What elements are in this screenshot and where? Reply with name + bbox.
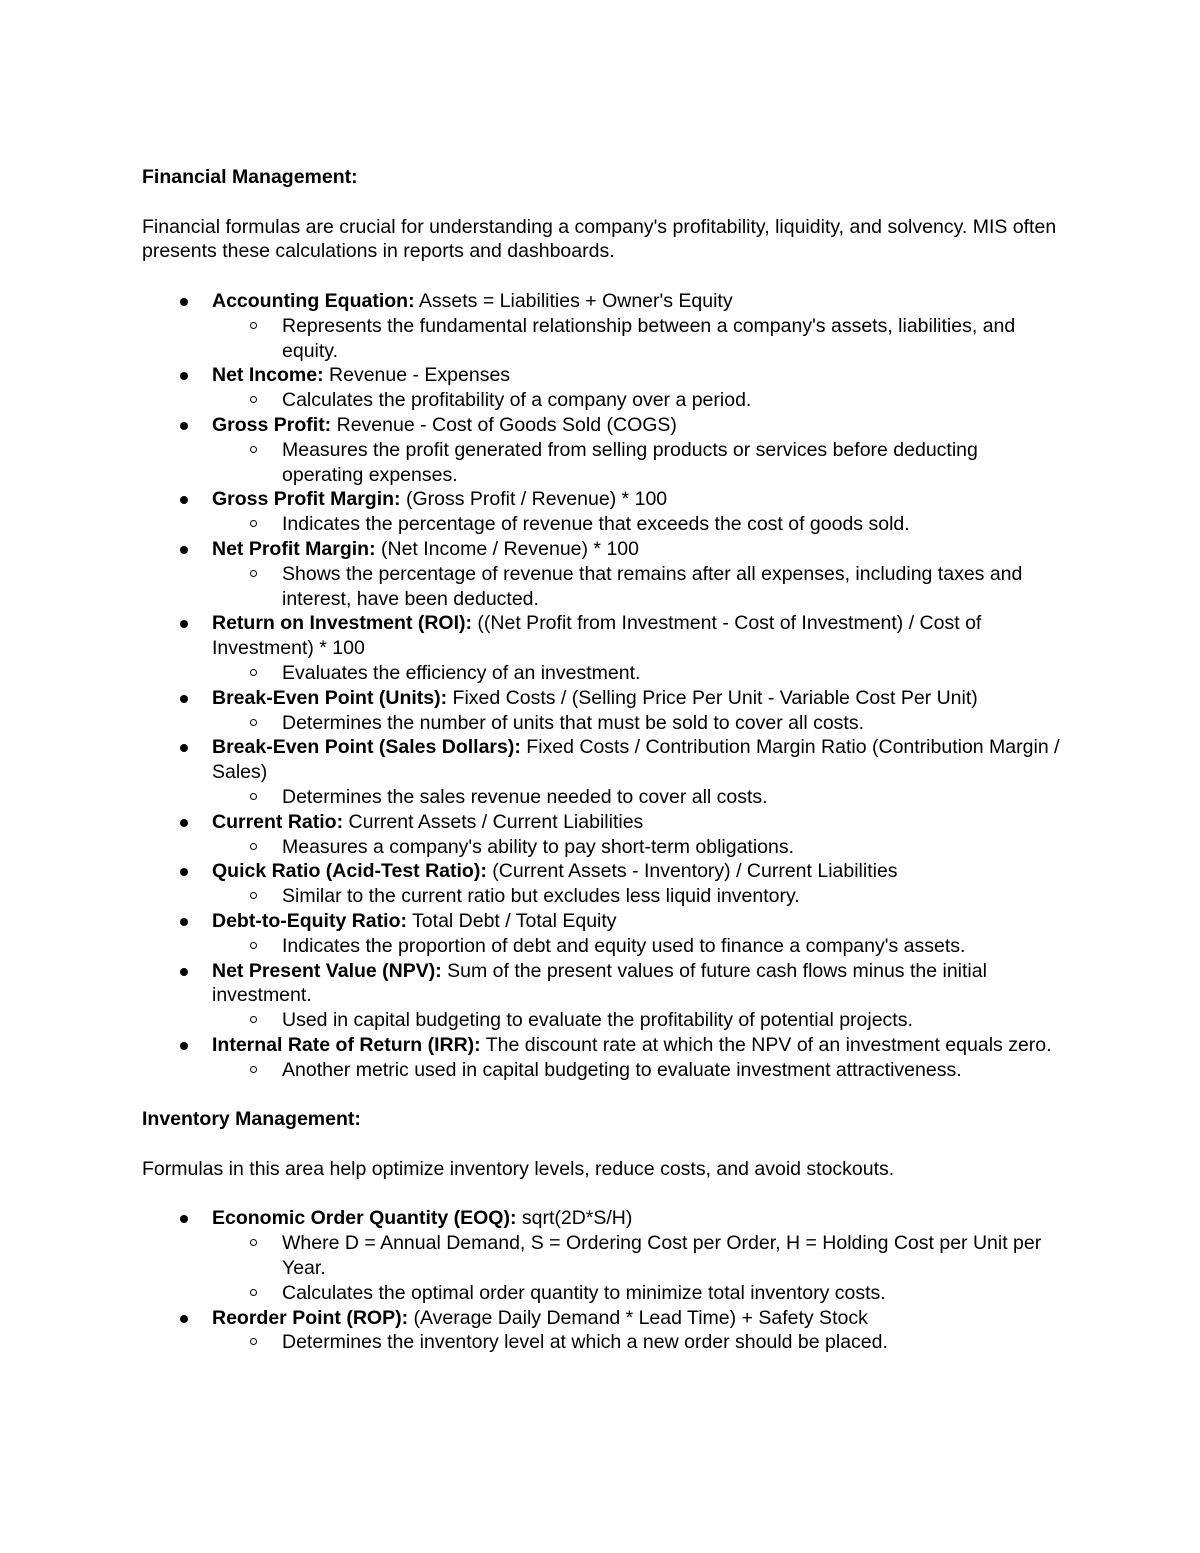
formula-term: Accounting Equation: [212,289,415,312]
circle-bullet-icon [250,892,257,899]
sub-list [212,314,1062,364]
formula-text: Revenue - Expenses [323,364,511,387]
bullet-icon [180,620,188,628]
circle-bullet-icon [250,1239,257,1246]
formula-term: Gross Profit: [212,413,332,436]
circle-bullet-icon [250,1016,257,1023]
sub-list [212,512,1062,537]
sub-list [212,1330,1062,1355]
circle-bullet-icon [250,719,257,726]
sub-list-item [212,711,1062,736]
list-item [142,611,1062,685]
sub-list [212,835,1062,860]
formula-text: Total Debt / Total Equity [406,909,617,932]
bullet-icon [180,819,188,827]
formula-text: ((Net Profit from Investment - Cost of Investment) / Cost of Investment) * 100 [212,612,982,660]
sub-list [212,785,1062,810]
circle-bullet-icon [250,322,257,329]
circle-bullet-icon [250,520,257,527]
sub-list-item [212,785,1062,810]
list-item [142,537,1062,611]
sub-item-text: Measures a company's ability to pay short-term obligations. [282,835,795,858]
sub-item-text: Evaluates the efficiency of an investment. [282,661,641,684]
sub-item-text: Calculates the optimal order quantity to minimize total inventory costs. [282,1281,886,1304]
sub-list [212,884,1062,909]
circle-bullet-icon [250,793,257,800]
sub-list [212,562,1062,612]
bullet-icon [180,496,188,504]
list-item [142,487,1062,537]
sub-list-item [212,562,1062,612]
formula-term: Gross Profit Margin: [212,488,401,511]
circle-bullet-icon [250,396,257,403]
sub-item-text: Similar to the current ratio but excludes less liquid inventory. [282,885,800,908]
sub-list-item [212,1330,1062,1355]
formula-text: Revenue - Cost of Goods Sold (COGS) [331,413,677,436]
sub-item-text: Indicates the proportion of debt and equity used to finance a company's assets. [282,934,966,957]
sub-list [212,1231,1062,1305]
circle-bullet-icon [250,1066,257,1073]
formula-term: Break-Even Point (Units): [212,686,448,709]
list-item [142,289,1062,363]
sub-list-item [212,661,1062,686]
formula-term: Quick Ratio (Acid-Test Ratio): [212,860,487,883]
formula-term: Net Profit Margin: [212,537,376,560]
formula-text: (Average Daily Demand * Lead Time) + Safety Stock [408,1306,868,1329]
formula-text: Fixed Costs / Contribution Margin Ratio (Contribution Margin / Sales) [212,736,1060,784]
sub-list [212,711,1062,736]
circle-bullet-icon [250,446,257,453]
bullet-icon [180,695,188,703]
sub-list-item [212,1058,1062,1083]
list-item [142,413,1062,487]
sub-list [212,1058,1062,1083]
section-heading: Financial Management: [142,166,358,188]
circle-bullet-icon [250,1289,257,1296]
sub-list-item [212,835,1062,860]
formula-term: Break-Even Point (Sales Dollars): [212,736,521,759]
bullet-icon [180,422,188,430]
bullet-icon [180,1215,188,1223]
circle-bullet-icon [250,843,257,850]
list-item [142,810,1062,860]
formula-term: Economic Order Quantity (EOQ): [212,1207,517,1230]
list-item [142,859,1062,909]
sub-item-text: Used in capital budgeting to evaluate the profitability of potential projects. [282,1009,913,1032]
list-item [142,1033,1062,1083]
formula-text: (Net Income / Revenue) * 100 [375,537,639,560]
formula-term: Net Income: [212,364,324,387]
formula-list [142,289,1062,1083]
formula-term: Current Ratio: [212,810,344,833]
sub-item-text: Shows the percentage of revenue that remains after all expenses, including taxes and interest, have been deducted. [282,562,1023,610]
list-item [142,686,1062,736]
formula-text: Fixed Costs / (Selling Price Per Unit - Variable Cost Per Unit) [447,686,978,709]
circle-bullet-icon [250,1338,257,1345]
sub-list-item [212,1281,1062,1306]
sub-item-text: Where D = Annual Demand, S = Ordering Cost per Order, H = Holding Cost per Unit per Year. [282,1232,1042,1280]
sub-list [212,661,1062,686]
circle-bullet-icon [250,942,257,949]
bullet-icon [180,918,188,926]
formula-term: Return on Investment (ROI): [212,612,473,635]
sub-list-item [212,1231,1062,1281]
sub-item-text: Calculates the profitability of a company over a period. [282,389,752,412]
document-page [142,165,1062,1355]
circle-bullet-icon [250,669,257,676]
bullet-icon [180,744,188,752]
section-intro: Formulas in this area help optimize inventory levels, reduce costs, and avoid stockouts. [142,1157,895,1180]
bullet-icon [180,372,188,380]
formula-list [142,1206,1062,1355]
formula-text: (Gross Profit / Revenue) * 100 [400,488,668,511]
formula-text: sqrt(2D*S/H) [516,1207,633,1230]
sub-list-item [212,884,1062,909]
sub-item-text: Determines the inventory level at which a new order should be placed. [282,1331,888,1354]
sub-list-item [212,438,1062,488]
formula-term: Debt-to-Equity Ratio: [212,909,407,932]
sub-item-text: Another metric used in capital budgeting to evaluate investment attractiveness. [282,1058,962,1081]
sub-item-text: Determines the number of units that must be sold to cover all costs. [282,711,865,734]
sub-list [212,388,1062,413]
list-item [142,735,1062,809]
sub-list [212,934,1062,959]
formula-text: (Current Assets - Inventory) / Current Liabilities [486,860,898,883]
bullet-icon [180,1315,188,1323]
sub-list [212,438,1062,488]
sub-item-text: Determines the sales revenue needed to cover all costs. [282,785,768,808]
sub-list-item [212,314,1062,364]
section-intro: Financial formulas are crucial for understanding a company's profitability, liquidity, and solvency. MIS often presents these calculations in reports and dashboards. [142,215,1057,263]
bullet-icon [180,298,188,306]
section-heading: Inventory Management: [142,1108,361,1131]
list-item [142,1206,1062,1305]
bullet-icon [180,868,188,876]
formula-text: The discount rate at which the NPV of an investment equals zero. [480,1033,1052,1056]
section-spacer [142,1082,1062,1107]
bullet-icon [180,1042,188,1050]
bullet-icon [180,968,188,976]
sub-list-item [212,1008,1062,1033]
circle-bullet-icon [250,570,257,577]
sub-list [212,1008,1062,1033]
formula-text: Sum of the present values of future cash flows minus the initial investment. [212,959,987,1007]
formula-text: Assets = Liabilities + Owner's Equity [414,289,733,312]
sub-item-text: Indicates the percentage of revenue that exceeds the cost of goods sold. [282,513,910,536]
list-item [142,909,1062,959]
formula-term: Net Present Value (NPV): [212,959,442,982]
financial-management-section [142,165,1062,1082]
formula-term: Internal Rate of Return (IRR): [212,1033,481,1056]
list-item [142,1306,1062,1356]
formula-term: Reorder Point (ROP): [212,1306,409,1329]
list-item [142,363,1062,413]
sub-list-item [212,512,1062,537]
sub-list-item [212,388,1062,413]
list-item [142,959,1062,1033]
inventory-management-section [142,1107,1062,1355]
sub-item-text: Represents the fundamental relationship between a company's assets, liabilities, and equity. [282,314,1016,362]
sub-list-item [212,934,1062,959]
bullet-icon [180,546,188,554]
formula-text: Current Assets / Current Liabilities [343,810,644,833]
sub-item-text: Measures the profit generated from selling products or services before deducting operating expenses. [282,438,978,486]
